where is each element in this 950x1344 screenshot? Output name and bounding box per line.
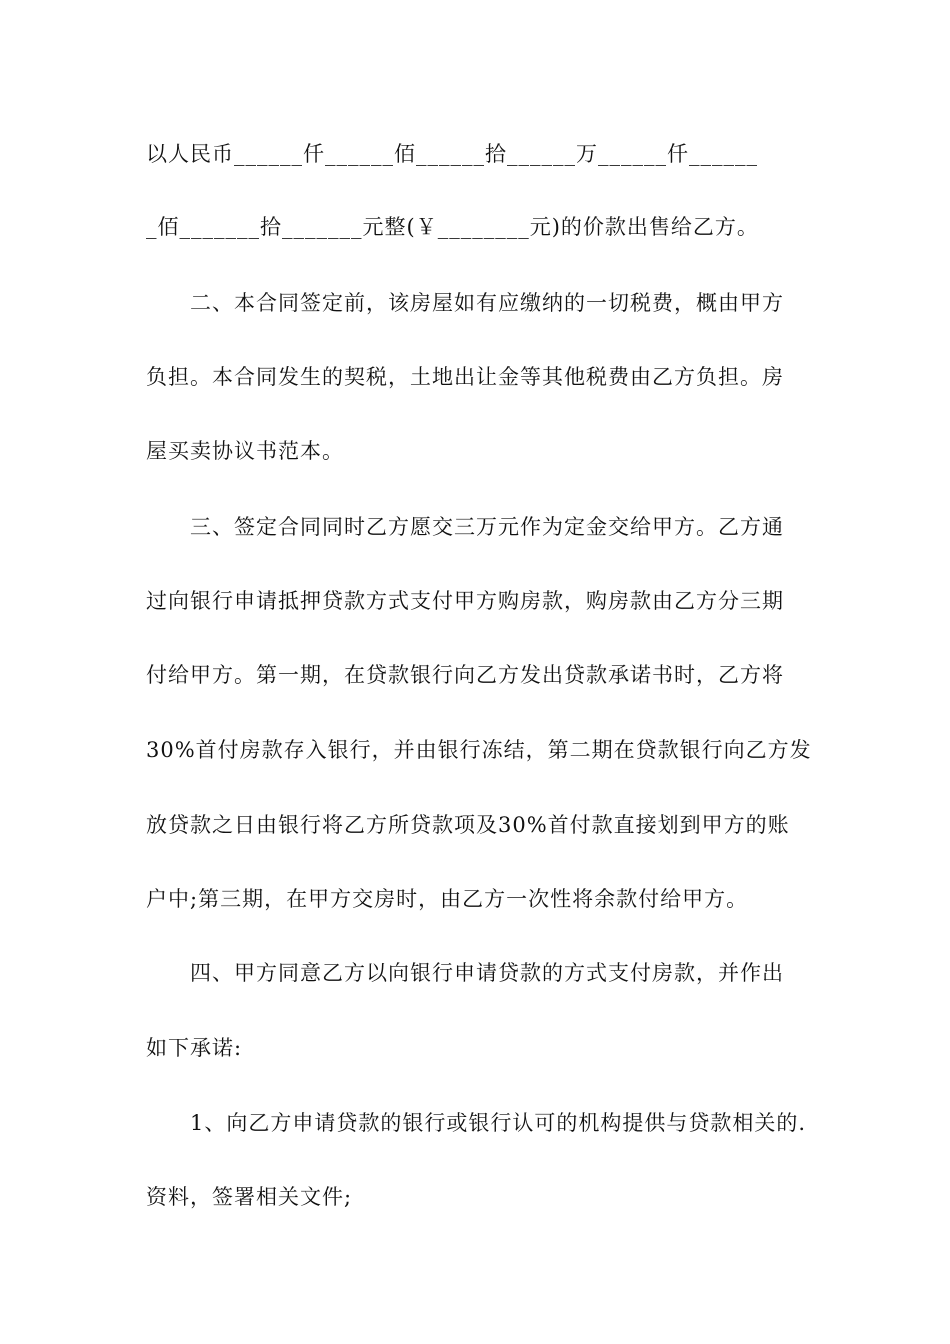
paragraph-3-line-2: 过向银行申请抵押贷款方式支付甲方购房款，购房款由乙方分三期	[146, 589, 784, 613]
item-1-line-1: 1、向乙方申请贷款的银行或银行认可的机构提供与贷款相关的.	[190, 1111, 807, 1135]
text-line-2: _佰_______拾_______元整(￥________元)的价款出售给乙方。	[146, 215, 759, 239]
paragraph-3-line-6: 户中;第三期，在甲方交房时，由乙方一次性将余款付给甲方。	[146, 887, 749, 911]
paragraph-2-line-2: 负担。本合同发生的契税，土地出让金等其他税费由乙方负担。房	[146, 365, 784, 389]
paragraph-4-line-1: 四、甲方同意乙方以向银行申请贷款的方式支付房款，并作出	[190, 961, 784, 985]
paragraph-2-line-3: 屋买卖协议书范本。	[146, 439, 344, 463]
paragraph-2-line-1: 二、本合同签定前，该房屋如有应缴纳的一切税费，概由甲方	[190, 291, 784, 315]
paragraph-4-line-2: 如下承诺:	[146, 1036, 243, 1060]
text-line-1: 以人民币______仟______佰______拾______万______仟______	[146, 142, 758, 166]
paragraph-3-line-4: 30%首付房款存入银行，并由银行冻结，第二期在贷款银行向乙方发	[146, 738, 812, 762]
paragraph-3-line-3: 付给甲方。第一期，在贷款银行向乙方发出贷款承诺书时，乙方将	[146, 663, 784, 687]
paragraph-3-line-5: 放贷款之日由银行将乙方所贷款项及30%首付款直接划到甲方的账	[146, 813, 790, 837]
paragraph-3-line-1: 三、签定合同同时乙方愿交三万元作为定金交给甲方。乙方通	[190, 515, 784, 539]
item-1-line-2: 资料，签署相关文件;	[146, 1185, 353, 1209]
